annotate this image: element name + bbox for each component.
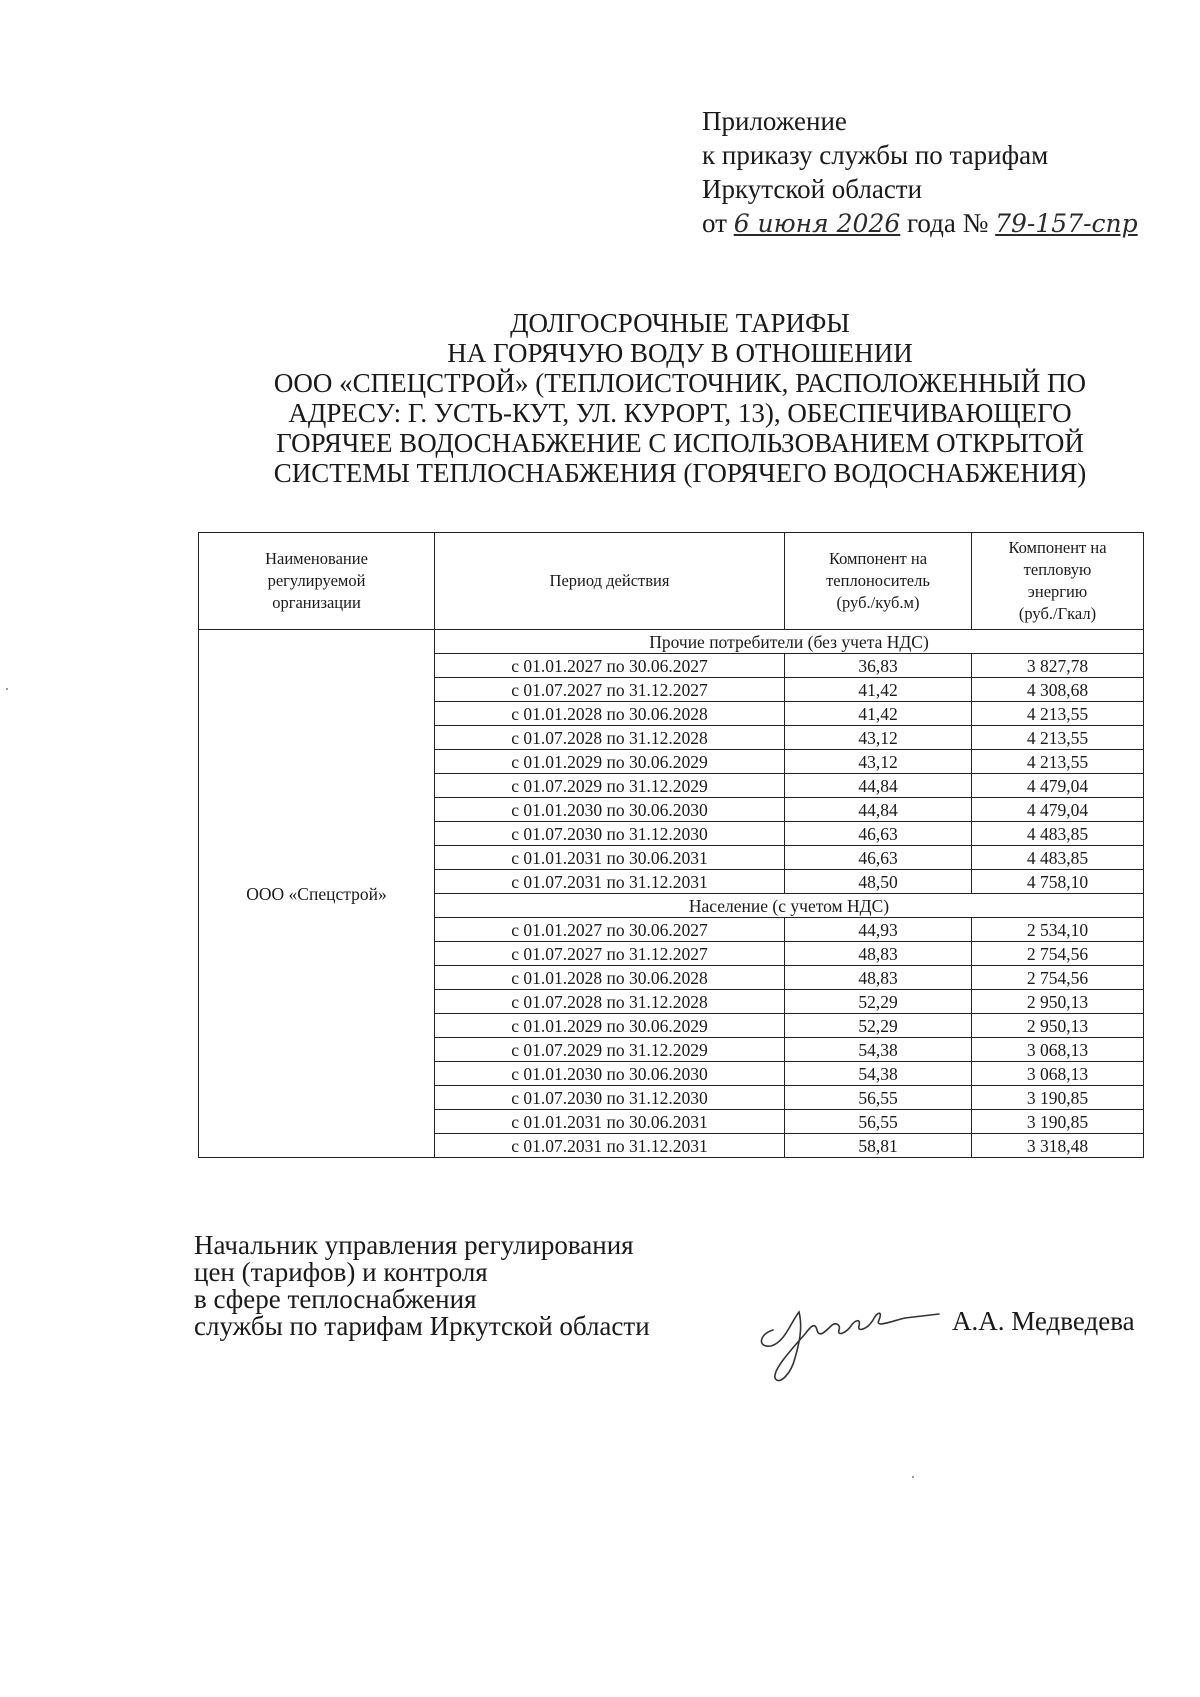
carrier-price-cell: 44,84: [785, 798, 972, 822]
energy-price-cell: 2 534,10: [972, 918, 1144, 942]
period-cell: с 01.01.2030 по 30.06.2030: [435, 1062, 785, 1086]
signer-position-line: в сфере теплоснабжения: [194, 1284, 477, 1314]
title-line: АДРЕСУ: Г. УСТЬ-КУТ, УЛ. КУРОРТ, 13), ОБЕСПЕЧИВАЮЩЕГО: [288, 398, 1072, 428]
energy-price-cell: 2 950,13: [972, 990, 1144, 1014]
signer-position-line: службы по тарифам Иркутской области: [194, 1311, 650, 1341]
appendix-date-line: [702, 206, 1138, 241]
carrier-price-cell: 44,93: [785, 918, 972, 942]
energy-price-cell: 4 308,68: [972, 678, 1144, 702]
header-text-line: Компонент на: [828, 549, 928, 568]
appendix-header: [702, 104, 1138, 241]
appendix-title: Приложение: [702, 106, 847, 136]
period-cell: с 01.07.2030 по 31.12.2030: [435, 1086, 785, 1110]
period-cell: с 01.01.2029 по 30.06.2029: [435, 750, 785, 774]
carrier-price-cell: 48,83: [785, 966, 972, 990]
period-cell: с 01.07.2028 по 31.12.2028: [435, 990, 785, 1014]
energy-price-cell: 4 483,85: [972, 846, 1144, 870]
header-text-line: (руб./Гкал): [1018, 604, 1097, 623]
consumer-group-label: Прочие потребители (без учета НДС): [435, 630, 1144, 654]
title-line: ДОЛГОСРОЧНЫЕ ТАРИФЫ: [510, 308, 850, 338]
title-line: НА ГОРЯЧУЮ ВОДУ В ОТНОШЕНИИ: [447, 338, 913, 368]
period-cell: с 01.07.2030 по 31.12.2030: [435, 822, 785, 846]
carrier-price-cell: 52,29: [785, 990, 972, 1014]
carrier-price-cell: 46,63: [785, 822, 972, 846]
carrier-price-cell: 44,84: [785, 774, 972, 798]
title-line: ГОРЯЧЕЕ ВОДОСНАБЖЕНИЕ С ИСПОЛЬЗОВАНИЕМ ОТКРЫТОЙ: [276, 428, 1084, 458]
period-cell: с 01.07.2029 по 31.12.2029: [435, 1038, 785, 1062]
energy-price-cell: 3 190,85: [972, 1086, 1144, 1110]
energy-price-cell: 2 754,56: [972, 966, 1144, 990]
header-carrier-component: [785, 533, 972, 630]
energy-price-cell: 4 758,10: [972, 870, 1144, 894]
carrier-price-cell: 56,55: [785, 1086, 972, 1110]
header-text-line: регулируемой: [267, 571, 366, 590]
year-number-label: года №: [907, 208, 989, 238]
energy-price-cell: 3 068,13: [972, 1038, 1144, 1062]
period-cell: с 01.01.2029 по 30.06.2029: [435, 1014, 785, 1038]
organization-cell: ООО «Спецстрой»: [199, 630, 435, 1158]
header-text-line: Наименование: [265, 549, 368, 568]
energy-price-cell: 2 754,56: [972, 942, 1144, 966]
carrier-price-cell: 36,83: [785, 654, 972, 678]
period-cell: с 01.01.2028 по 30.06.2028: [435, 966, 785, 990]
header-organization: [199, 533, 435, 630]
period-cell: с 01.07.2027 по 31.12.2027: [435, 942, 785, 966]
header-text-line: энергию: [1027, 582, 1088, 601]
carrier-price-cell: 52,29: [785, 1014, 972, 1038]
date-prefix: от: [702, 208, 727, 238]
signer-position-line: Начальник управления регулирования: [194, 1230, 634, 1260]
tariff-table: [198, 532, 1144, 1158]
consumer-group-label: Население (с учетом НДС): [435, 894, 1144, 918]
handwritten-order-number: 79-157-спр: [995, 209, 1138, 238]
period-cell: с 01.07.2027 по 31.12.2027: [435, 678, 785, 702]
header-text-line: организации: [272, 593, 361, 612]
period-cell: с 01.01.2027 по 30.06.2027: [435, 654, 785, 678]
energy-price-cell: 3 827,78: [972, 654, 1144, 678]
carrier-price-cell: 48,83: [785, 942, 972, 966]
handwritten-date: 6 июня 2026: [733, 209, 901, 238]
period-cell: с 01.01.2027 по 30.06.2027: [435, 918, 785, 942]
energy-price-cell: 4 213,55: [972, 750, 1144, 774]
signer-name: А.А. Медведева: [952, 1306, 1135, 1336]
carrier-price-cell: 43,12: [785, 726, 972, 750]
energy-price-cell: 3 318,48: [972, 1134, 1144, 1158]
signer-position: [194, 1232, 650, 1340]
header-text-line: теплоноситель: [826, 571, 930, 590]
header-energy-component: [972, 533, 1144, 630]
energy-price-cell: 4 213,55: [972, 726, 1144, 750]
period-cell: с 01.01.2028 по 30.06.2028: [435, 702, 785, 726]
scan-speck: [912, 1476, 914, 1478]
header-text-line: (руб./куб.м): [836, 593, 920, 612]
energy-price-cell: 4 483,85: [972, 822, 1144, 846]
title-line: ООО «СПЕЦСТРОЙ» (ТЕПЛОИСТОЧНИК, РАСПОЛОЖЕННЫЙ ПО: [273, 368, 1087, 398]
signer-position-line: цен (тарифов) и контроля: [194, 1257, 488, 1287]
carrier-price-cell: 46,63: [785, 846, 972, 870]
period-cell: с 01.07.2029 по 31.12.2029: [435, 774, 785, 798]
carrier-price-cell: 58,81: [785, 1134, 972, 1158]
appendix-region: Иркутской области: [702, 174, 923, 204]
carrier-price-cell: 56,55: [785, 1110, 972, 1134]
tariff-table-body: [199, 630, 1144, 1158]
period-cell: с 01.01.2031 по 30.06.2031: [435, 846, 785, 870]
period-cell: с 01.07.2028 по 31.12.2028: [435, 726, 785, 750]
header-text-line: тепловую: [1023, 560, 1092, 579]
energy-price-cell: 2 950,13: [972, 1014, 1144, 1038]
scan-speck: [6, 688, 8, 690]
document-title: [240, 308, 1120, 488]
header-text-line: Компонент на: [1008, 538, 1107, 557]
table-header-row: [199, 533, 1144, 630]
carrier-price-cell: 43,12: [785, 750, 972, 774]
period-cell: с 01.01.2030 по 30.06.2030: [435, 798, 785, 822]
handwritten-signature: [755, 1282, 945, 1392]
energy-price-cell: 3 068,13: [972, 1062, 1144, 1086]
group-header-row: [199, 630, 1144, 654]
carrier-price-cell: 41,42: [785, 702, 972, 726]
energy-price-cell: 3 190,85: [972, 1110, 1144, 1134]
period-cell: с 01.01.2031 по 30.06.2031: [435, 1110, 785, 1134]
carrier-price-cell: 48,50: [785, 870, 972, 894]
energy-price-cell: 4 213,55: [972, 702, 1144, 726]
title-line: СИСТЕМЫ ТЕПЛОСНАБЖЕНИЯ (ГОРЯЧЕГО ВОДОСНАБЖЕНИЯ): [273, 458, 1087, 488]
carrier-price-cell: 54,38: [785, 1038, 972, 1062]
carrier-price-cell: 41,42: [785, 678, 972, 702]
period-cell: с 01.07.2031 по 31.12.2031: [435, 870, 785, 894]
appendix-order-ref: к приказу службы по тарифам: [702, 140, 1049, 170]
carrier-price-cell: 54,38: [785, 1062, 972, 1086]
energy-price-cell: 4 479,04: [972, 798, 1144, 822]
header-period: Период действия: [435, 533, 785, 630]
energy-price-cell: 4 479,04: [972, 774, 1144, 798]
period-cell: с 01.07.2031 по 31.12.2031: [435, 1134, 785, 1158]
